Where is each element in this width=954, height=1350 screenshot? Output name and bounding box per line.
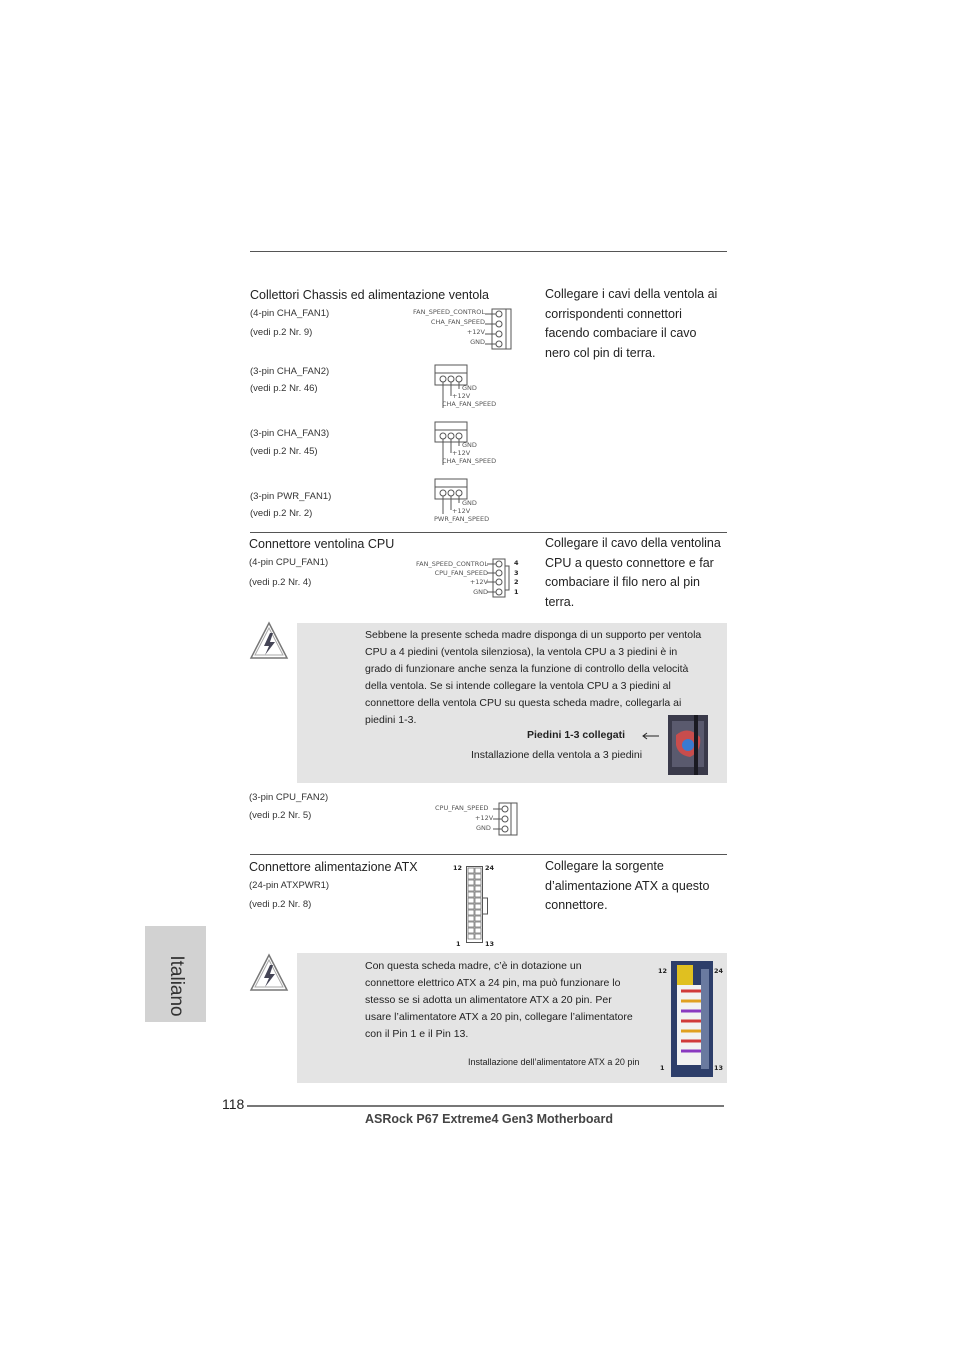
pin-label: FAN_SPEED_CONTROL [416, 560, 488, 568]
cpu-description [545, 534, 735, 612]
pin-number: 12 [453, 864, 463, 872]
pin-number: 12 [658, 967, 668, 975]
cpu-fan1-ref: (vedi p.2 Nr. 4) [249, 577, 312, 588]
cha-fan2-diagram [434, 364, 514, 410]
pin-label: +12V [452, 392, 471, 400]
pin-number: 2 [514, 578, 519, 586]
connector-4pin-icon [485, 308, 515, 352]
cha-fan2-ref: (vedi p.2 Nr. 46) [250, 383, 318, 394]
pin-label: CPU_FAN_SPEED [435, 804, 489, 812]
atx-24pin-connector-icon [466, 866, 490, 944]
pin-label: GND [462, 499, 477, 507]
chassis-section-title: Collettori Chassis ed alimentazione ventola [250, 288, 490, 302]
pin-label: GND [473, 588, 488, 596]
note-line: usare l’alimentatore ATX a 20 pin, collegare l’alimentatore [365, 1011, 633, 1023]
cpu-fan1-pin: (4-pin CPU_FAN1) [249, 557, 329, 568]
pwr-fan1-pin: (3-pin PWR_FAN1) [250, 491, 332, 502]
cha-fan3-diagram [434, 421, 514, 467]
atx-note-text [365, 958, 668, 1043]
pwr-fan1-ref: (vedi p.2 Nr. 2) [250, 508, 313, 519]
pin-label: FAN_SPEED_CONTROL [413, 308, 485, 316]
note-line: Con questa scheda madre, c’è in dotazione un [365, 960, 582, 972]
atx-section-rule [250, 854, 727, 855]
note-line: stesso se si adotta un alimentatore ATX a 20 pin. Per [365, 994, 612, 1006]
cpu-note-text [365, 627, 730, 729]
note-line: con il Pin 1 e il Pin 13. [365, 1028, 469, 1040]
cpu-fan2-diagram [430, 802, 525, 838]
pin-number: 1 [514, 588, 519, 596]
desc-line: Collegare il cavo della ventolina [545, 536, 721, 550]
pin-label: CHA_FAN_SPEED [430, 318, 485, 326]
atx-section-title: Connettore alimentazione ATX [249, 860, 418, 874]
atx-description [545, 857, 735, 916]
page-number: 118 [222, 1096, 245, 1112]
note-line: della ventola. Se si intende collegare la ventola CPU a 3 piedini al [365, 680, 671, 692]
cha-fan3-pin: (3-pin CHA_FAN3) [250, 428, 330, 439]
pin-number: 3 [514, 569, 519, 577]
atx-pin: (24-pin ATXPWR1) [249, 880, 330, 891]
desc-line: CPU a questo connettore e far [545, 555, 714, 570]
pin-label: GND [462, 441, 477, 449]
note-line: piedini 1-3. [365, 714, 417, 726]
pin-label: +12V [469, 578, 488, 586]
warning-icon [249, 621, 289, 661]
cha-fan1-pin: (4-pin CHA_FAN1) [250, 308, 330, 319]
desc-line: connettore. [545, 898, 608, 912]
pin-label: +12V [452, 507, 471, 515]
pin-label: GND [470, 338, 485, 346]
cpu-note-box [297, 623, 727, 783]
cha-fan1-diagram [400, 308, 515, 352]
cha-fan3-ref: (vedi p.2 Nr. 45) [250, 446, 318, 457]
note-line: grado di funzionare anche senza la funzione di controllo della velocità [365, 663, 689, 675]
desc-line: corrispondenti connettori [545, 306, 682, 321]
atx-connector-diagram [452, 862, 502, 950]
pin-label: +12V [452, 449, 471, 457]
desc-line: Collegare i cavi della ventola ai [545, 287, 718, 301]
desc-line: nero col pin di terra. [545, 345, 656, 360]
language-side-tab-label: Italiano [166, 955, 187, 1017]
arrow-left-icon [641, 731, 661, 741]
chassis-description [545, 285, 735, 363]
language-side-tab [145, 926, 206, 1022]
cpu-section-rule [250, 532, 727, 533]
pin-number: 24 [485, 864, 495, 872]
pin-label: GND [462, 384, 477, 392]
footer-rule [247, 1105, 724, 1107]
note-line: Sebbene la presente scheda madre disponga di un supporto per ventola [365, 629, 702, 641]
desc-line: facendo combaciare il cavo [545, 326, 697, 340]
pwr-fan1-diagram [434, 478, 514, 524]
cpu-section-title: Connettore ventolina CPU [249, 537, 395, 551]
pin-number: 13 [485, 940, 495, 948]
pin-label: PWR_FAN_SPEED [434, 515, 490, 523]
pin-label: CHA_FAN_SPEED [442, 457, 497, 465]
pin-number: 1 [456, 940, 461, 948]
warning-icon [249, 953, 289, 993]
note-line: connettore elettrico ATX a 24 pin, ma può funzionare lo [365, 977, 621, 989]
cpu-fan2-ref: (vedi p.2 Nr. 5) [249, 810, 312, 821]
pin-label: +12V [475, 814, 494, 822]
desc-line: combaciare il filo nero al pin [545, 575, 700, 589]
note-line: CPU a 4 piedini (ventola silenziosa), la ventola CPU a 3 piedini è in [365, 646, 678, 658]
pin-number: 13 [714, 1064, 724, 1072]
atx-note-box [297, 953, 727, 1083]
pin-label: CPU_FAN_SPEED [434, 569, 488, 577]
pin-label: +12V [466, 328, 485, 336]
footer-product: ASRock P67 Extreme4 Gen3 Motherboard [365, 1112, 613, 1126]
pin-label: GND [476, 824, 491, 832]
cpu-fan2-pin: (3-pin CPU_FAN2) [249, 792, 329, 803]
atx-20pin-installation-photo-icon [671, 961, 713, 1077]
atx-note-caption: Installazione dell’alimentatore ATX a 20 pin [468, 1057, 640, 1067]
pin-number: 24 [714, 967, 724, 975]
cpu-fan1-diagram [405, 558, 525, 600]
connector-4pin-icon [487, 558, 513, 600]
top-rule [250, 251, 727, 252]
cha-fan1-ref: (vedi p.2 Nr. 9) [250, 327, 313, 338]
desc-line: Collegare la sorgente [545, 859, 664, 873]
cpu-note-bold: Piedini 1-3 collegati [527, 729, 626, 741]
connector-3pin-icon [493, 802, 519, 836]
desc-line: terra. [545, 594, 575, 609]
desc-line: d’alimentazione ATX a questo [545, 878, 710, 893]
cha-fan2-pin: (3-pin CHA_FAN2) [250, 366, 330, 377]
pin-label: CHA_FAN_SPEED [442, 400, 497, 408]
cpu-note-caption: Installazione della ventola a 3 piedini [471, 749, 643, 761]
pin-number: 4 [514, 559, 519, 567]
fan-installation-photo-icon [668, 715, 708, 775]
pin-number: 1 [660, 1064, 665, 1072]
note-line: connettore della ventola CPU su questa scheda madre, collegarla ai [365, 697, 682, 709]
atx-ref: (vedi p.2 Nr. 8) [249, 899, 312, 910]
